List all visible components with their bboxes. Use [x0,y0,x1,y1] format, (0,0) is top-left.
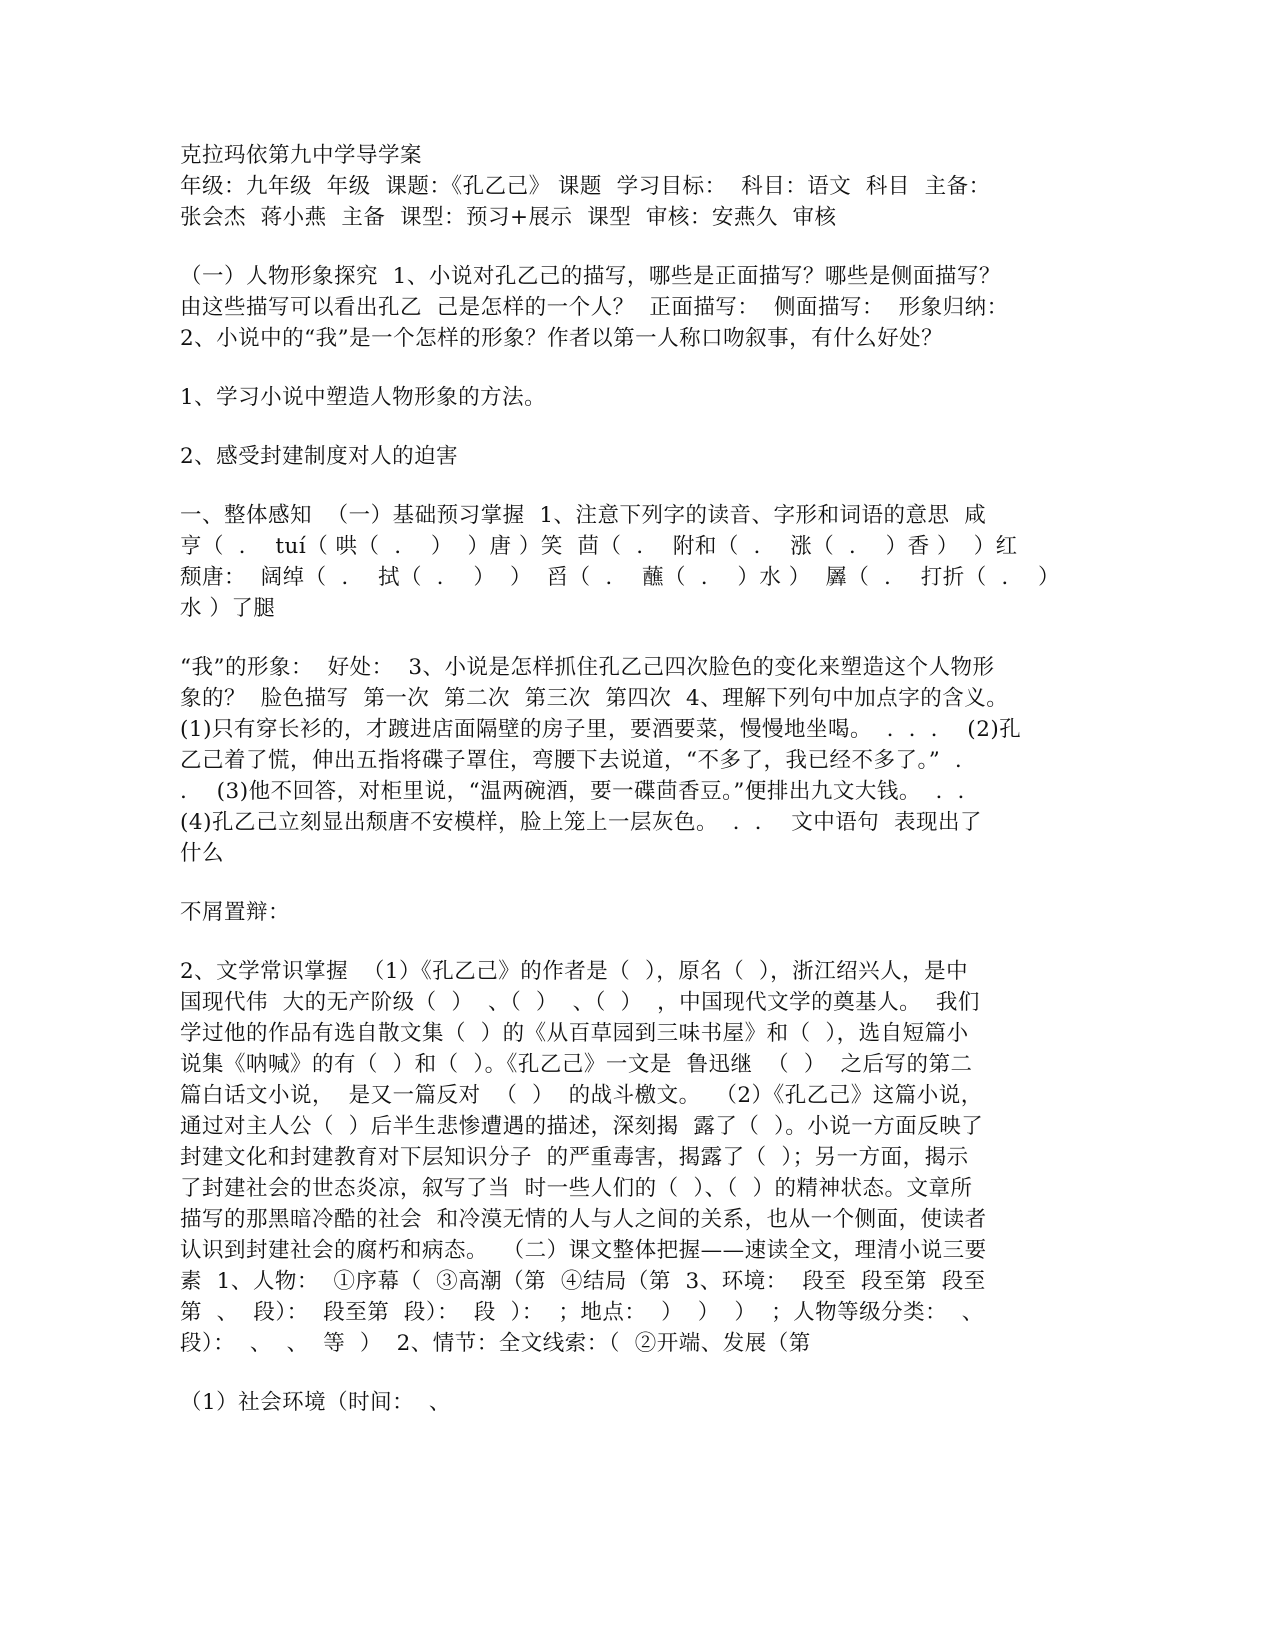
learning-goal: 1、学习小说中塑造人物形象的方法。 [180,385,547,410]
text-line: 第 、 段）： 段至第 段）： 段 ）： ；地点： ） ） ） ；人物等级分类： 、 [180,1300,984,1325]
course-info-line: 张会杰 蒋小燕 主备 课型：预习+展示 课型 审核：安燕久 审核 [180,205,837,230]
text-line: 篇白话文小说， 是又一篇反对 （ ） 的战斗檄文。 （2）《孔乙己》这篇小说， [180,1083,983,1108]
text-line: 水 ）了腿 [180,596,276,621]
text-line: 2、文学常识掌握 （1）《孔乙己》的作者是（ ），原名（ ），浙江绍兴人，是中 [180,959,969,984]
preview-section [180,500,1080,624]
text-line: 乙己着了慌，伸出五指将碟子罩住，弯腰下去说道，“不多了，我已经不多了。” . [180,748,963,773]
spacer [180,233,1080,261]
text-line: . (3)他不回答，对柜里说，“温两碗酒，要一碟茴香豆。”便排出九文大钱。 . . [180,779,965,804]
school-title: 克拉玛依第九中学导学案 [180,143,423,168]
text-line: 一、整体感知 （一）基础预习掌握 1、注意下列字的读音、字形和词语的意思 咸 [180,503,987,528]
literary-knowledge-section [180,956,1080,1359]
document-page [180,140,1080,1418]
text-line: 描写的那黑暗冷酷的社会 和冷漠无情的人与人之间的关系，也从一个侧面，使读者 [180,1207,987,1232]
vocabulary-term: 不屑置辩： [180,900,291,925]
text-line: 什么 [180,841,225,866]
header-block [180,140,1080,233]
text-line: 了封建社会的世态炎凉，叙写了当 时一些人们的（ ）、（ ）的精神状态。文章所 [180,1176,973,1201]
text-line: (4)孔乙己立刻显出颓唐不安模样，脸上笼上一层灰色。 . . 文中语句 表现出了 [180,810,982,835]
text-line: 学过他的作品有选自散文集（ ）的《从百草园到三味书屋》和（ ），选自短篇小 [180,1021,969,1046]
text-line: 由这些描写可以看出孔乙 己是怎样的一个人？ 正面描写： 侧面描写： 形象归纳： [180,295,1009,320]
text-line: 国现代伟 大的无产阶级（ ） 、（ ） 、（ ） ，中国现代文学的奠基人。 我们 [180,990,980,1015]
spacer [180,869,1080,897]
text-line: （1）社会环境（时间： 、 [180,1390,451,1415]
text-line: 封建文化和封建教育对下层知识分子 的严重毒害，揭露了（ ）；另一方面，揭示 [180,1145,969,1170]
text-line: 素 1、人物： ①序幕（ ③高潮（第 ④结局（第 3、环境： 段至 段至第 段至 [180,1269,986,1294]
text-line: 2、小说中的“我”是一个怎样的形象？作者以第一人称口吻叙事，有什么好处？ [180,326,944,351]
spacer [180,928,1080,956]
spacer [180,1359,1080,1387]
course-info-line: 年级：九年级 年级 课题：《孔乙己》 课题 学习目标： 科目：语文 科目 主备： [180,174,991,199]
text-line: 通过对主人公（ ）后半生悲惨遭遇的描述，深刻揭 露了（ ）。小说一方面反映了 [180,1114,984,1139]
text-line: 亨（ . tuí（ 哄（ . ） ）唐 ）笑 茴（ . 附和（ . 涨（ . ）香 ） ）红 [180,534,1018,559]
text-line: 说集《呐喊》的有（ ）和（ ）。《孔乙己》一文是 鲁迅继 （ ） 之后写的第二 [180,1052,973,1077]
text-line: 象的？ 脸色描写 第一次 第二次 第三次 第四次 4、理解下列句中加点字的含义。 [180,686,1009,711]
spacer [180,624,1080,652]
character-analysis-section [180,261,1080,354]
text-line: 颓唐： 阔绰（ . 拭（ . ） ） 舀（ . 蘸（ . ）水 ） 羼（ . 打折（ . ） [180,565,1061,590]
spacer [180,472,1080,500]
text-line: (1)只有穿长衫的，才踱进店面隔壁的房子里，要酒要菜，慢慢地坐喝。 . . . (2)孔 [180,717,1022,742]
text-line: （一）人物形象探究 1、小说对孔乙己的描写，哪些是正面描写？哪些是侧面描写？ [180,264,1001,289]
spacer [180,354,1080,382]
spacer [180,413,1080,441]
text-line: “我”的形象： 好处： 3、小说是怎样抓住孔乙己四次脸色的变化来塑造这个人物形 [180,655,995,680]
text-line: 认识到封建社会的腐朽和病态。 （二）课文整体把握——速读全文，理清小说三要 [180,1238,987,1263]
learning-goal: 2、感受封建制度对人的迫害 [180,444,459,469]
text-line: 段）： 、 、 等 ） 2、情节：全文线索：（ ②开端、发展（第 [180,1331,811,1356]
face-description-section [180,652,1080,869]
